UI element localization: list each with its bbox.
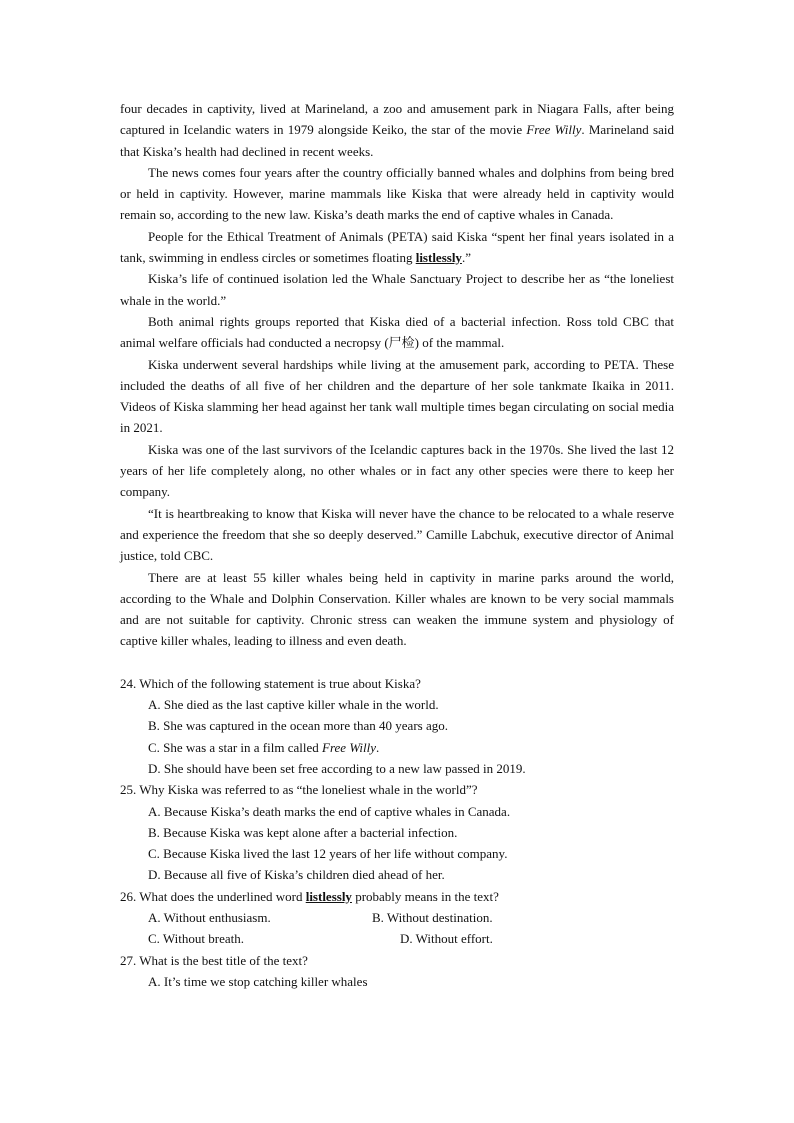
underlined-word: listlessly <box>415 250 462 266</box>
passage-text: . Marineland said that Kiska’s health had declined in recent weeks. <box>120 122 674 159</box>
option-c: C. Because Kiska lived the last 12 years of her life without company. <box>148 846 508 862</box>
passage-paragraph-5: Both animal rights groups reported that Kiska died of a bacterial infection. Ross told CBC that animal welfare officials had conducted a necropsy (尸检) of the mammal. <box>120 313 674 351</box>
option-a: A. She died as the last captive killer whale in the world. <box>148 697 439 713</box>
option-c: C. Without breath. <box>148 931 245 947</box>
option-a: A. It’s time we stop catching killer whales <box>148 973 368 989</box>
movie-title: Free Willy <box>526 122 582 138</box>
passage-text: People for the Ethical Treatment of Animals (PETA) said Kiska “spent her final years isolated in a tank, swimming in endless circles or sometimes floating <box>120 228 674 266</box>
passage-paragraph-7: Kiska was one of the last survivors of the Icelandic captures back in the 1970s. She lived the last 12 years of her life completely along, no other whales or in fact any other species were there to keep her company. <box>120 441 674 500</box>
question-25 <box>120 779 674 885</box>
passage-paragraph-9: There are at least 55 killer whales being held in captivity in marine parks around the world, according to the Whale and Dolphin Conservation. Killer whales are known to be very social mammals and are not suitable for captivity. Chronic stress can weaken the immune system and physiology of captive killer whales, leading to illness and even death. <box>120 569 674 649</box>
passage-paragraph-8: “It is heartbreaking to know that Kiska will never have the chance to be relocated to a whale reserve and experience the freedom that she so deeply deserved.” Camille Labchuk, executive director of Animal justice, told CBC. <box>120 505 674 564</box>
spacer <box>120 652 674 673</box>
option-b: B. Because Kiska was kept alone after a bacterial infection. <box>148 824 458 840</box>
option-d: D. Without effort. <box>400 931 493 947</box>
option-row <box>120 928 674 949</box>
passage-paragraph-3 <box>120 226 674 269</box>
passage-text: four decades in captivity, lived at Marineland, a zoo and amusement park in Niagara Falls, after being captured in Icelandic waters in 1979 alongside Keiko, the star of the movie <box>120 101 674 138</box>
option-text: C. She was a star in a film called <box>148 739 323 755</box>
question-stem: 24. Which of the following statement is true about Kiska? <box>120 675 421 691</box>
question-stem: 27. What is the best title of the text? <box>120 952 308 968</box>
question-stem <box>120 886 674 907</box>
document-page <box>120 98 674 992</box>
option-c <box>120 737 674 758</box>
question-26 <box>120 886 674 950</box>
option-d: D. Because all five of Kiska’s children died ahead of her. <box>148 867 445 883</box>
passage-paragraph-4: Kiska’s life of continued isolation led the Whale Sanctuary Project to describe her as “the loneliest whale in the world.” <box>120 271 674 308</box>
passage-text: .” <box>461 250 471 266</box>
option-row <box>120 907 674 928</box>
option-b: B. Without destination. <box>372 909 493 925</box>
reading-passage <box>120 98 674 652</box>
passage-paragraph-1 <box>120 98 674 162</box>
option-text: . <box>376 739 380 755</box>
option-b: B. She was captured in the ocean more than 40 years ago. <box>148 718 448 734</box>
passage-paragraph-2: The news comes four years after the country officially banned whales and dolphins from being bred or held in captivity. However, marine mammals like Kiska that were already held in captivity would remain so, according to the new law. Kiska’s death marks the end of captive whales in Canada. <box>120 164 674 223</box>
underlined-word: listlessly <box>305 888 352 904</box>
option-a: A. Without enthusiasm. <box>148 909 271 925</box>
option-d: D. She should have been set free according to a new law passed in 2019. <box>148 760 526 776</box>
option-a: A. Because Kiska’s death marks the end of captive whales in Canada. <box>148 803 511 819</box>
stem-text: probably means in the text? <box>351 888 499 904</box>
stem-text: 26. What does the underlined word <box>120 888 306 904</box>
question-27 <box>120 950 674 993</box>
passage-paragraph-6: Kiska underwent several hardships while living at the amusement park, according to PETA. These included the deaths of all five of her children and the departure of her sole tankmate Ikaika in 2011. Videos of Kiska slamming her head against her tank wall multiple times began circulating on social media in 2021. <box>120 356 674 436</box>
question-24 <box>120 673 674 779</box>
question-stem: 25. Why Kiska was referred to as “the loneliest whale in the world”? <box>120 782 478 798</box>
movie-title: Free Willy <box>322 739 377 755</box>
